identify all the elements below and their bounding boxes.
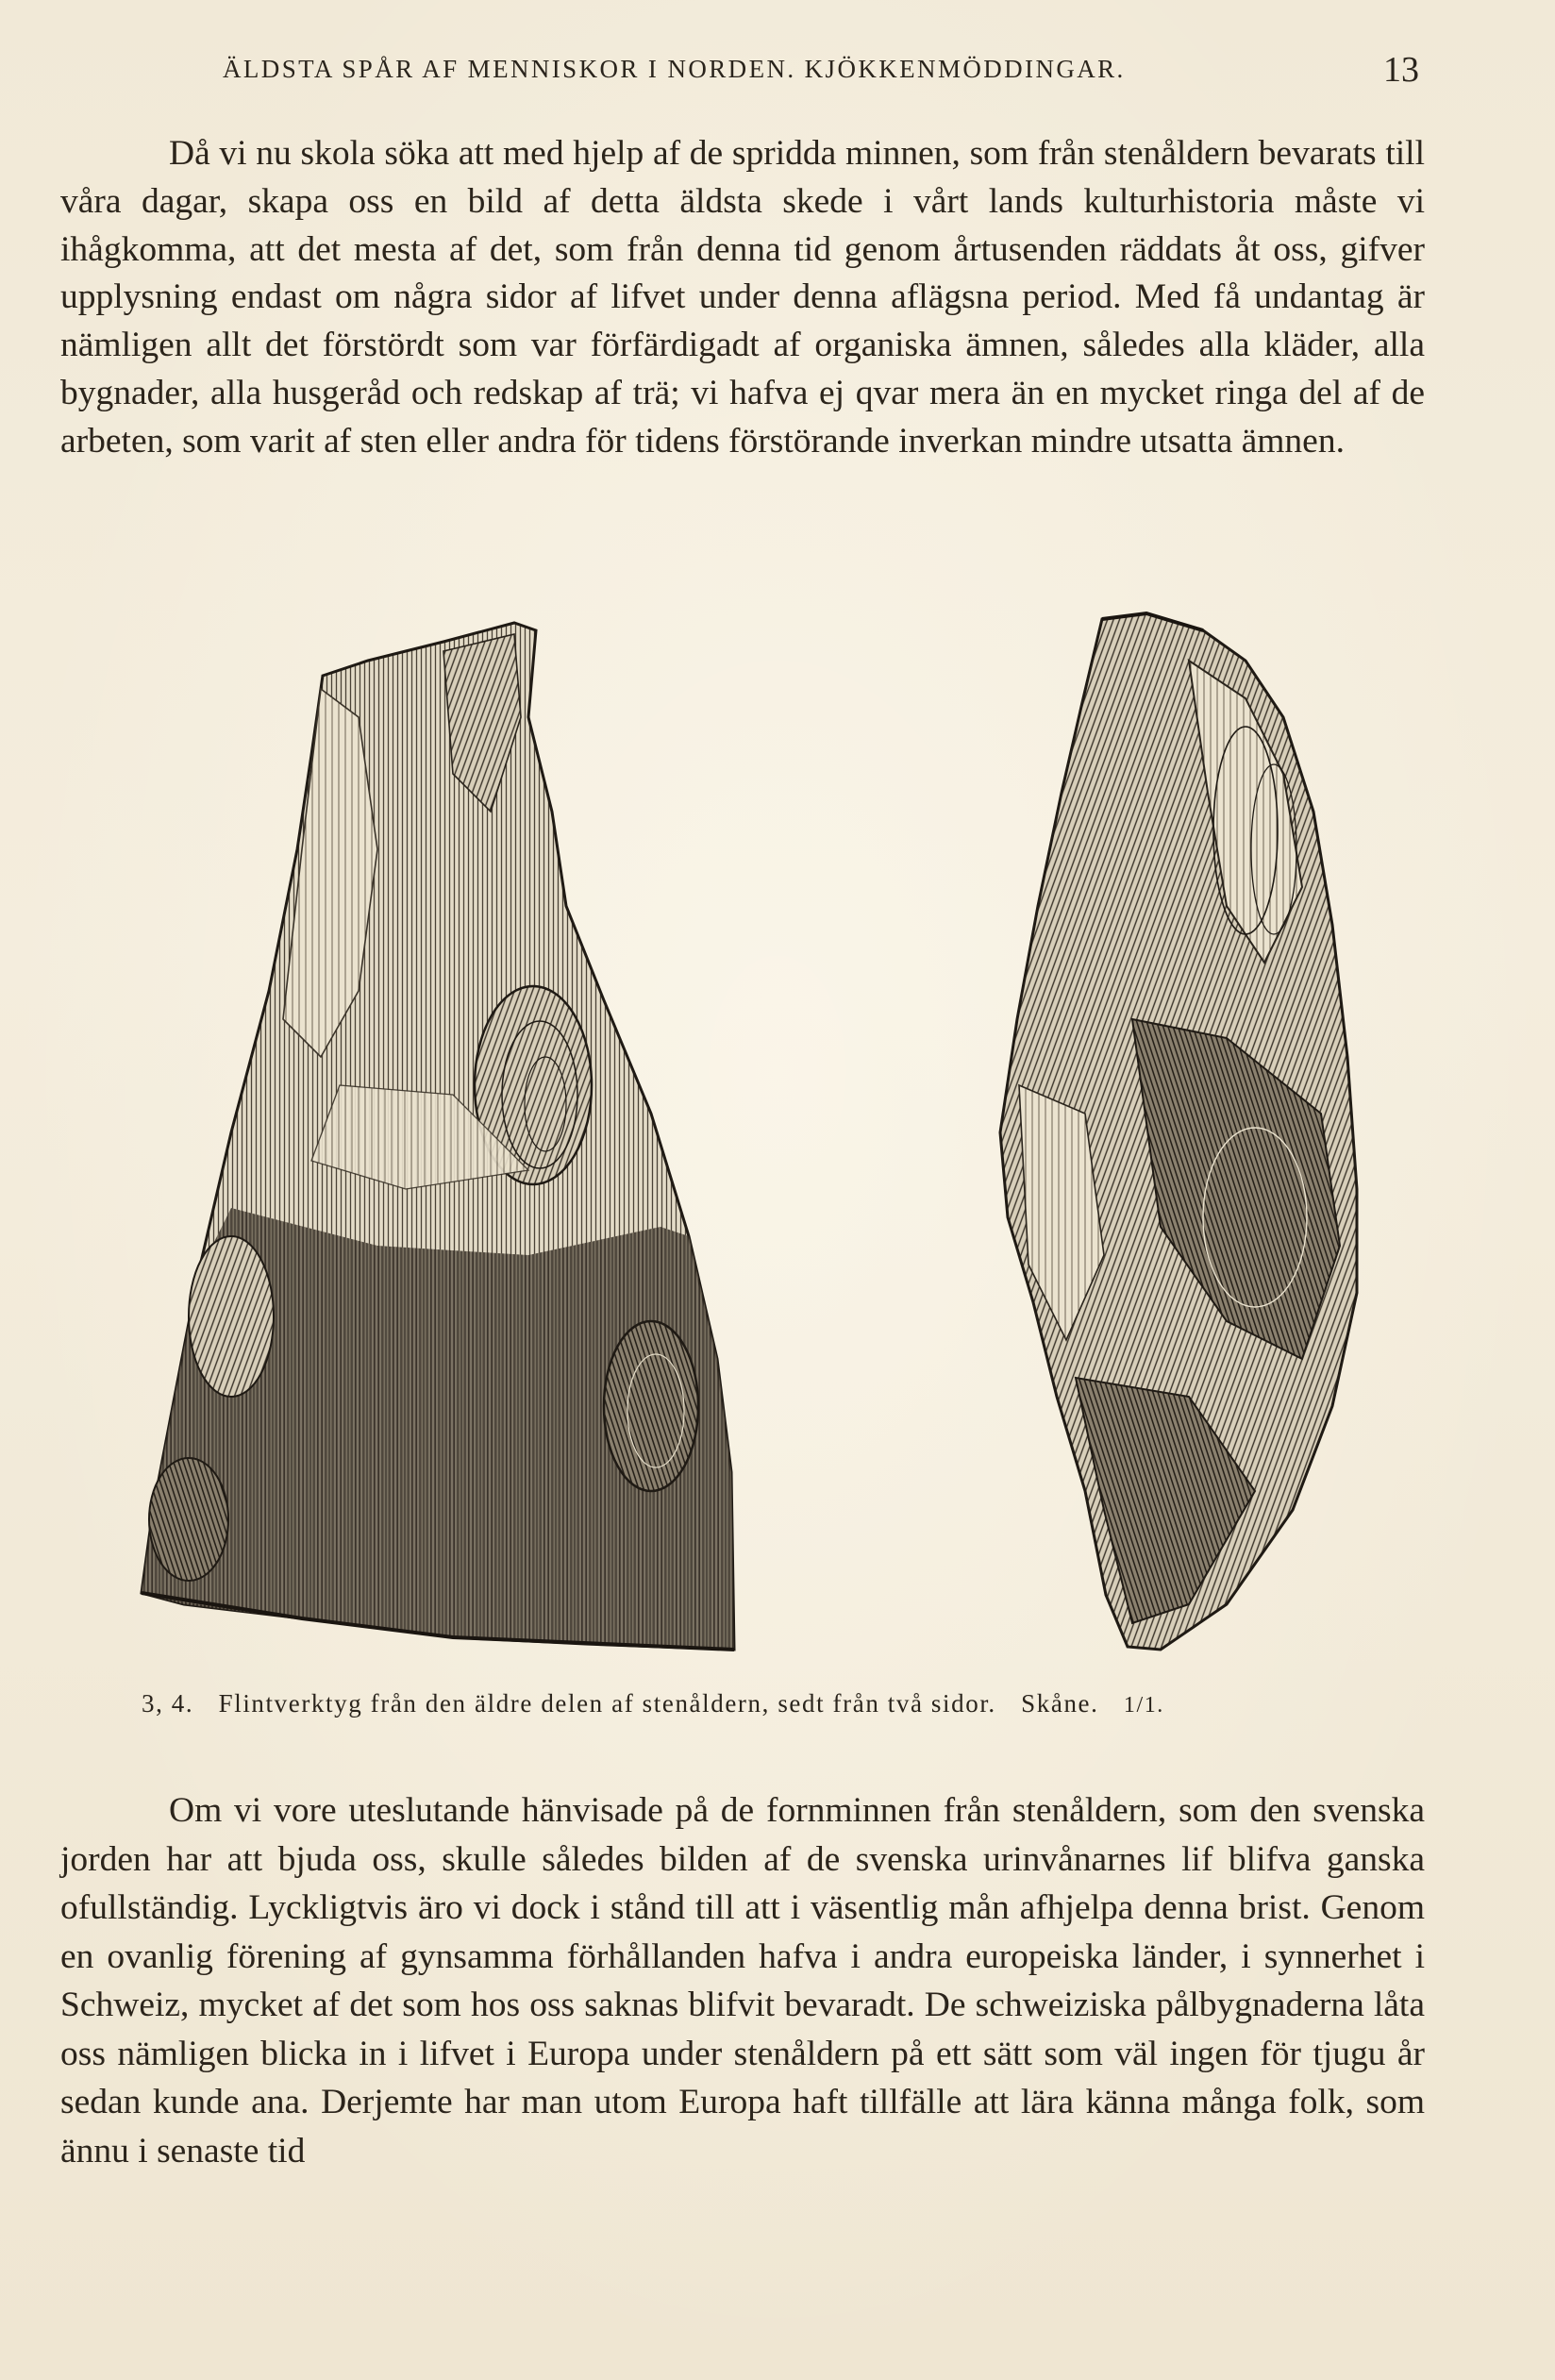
paragraph-1: Då vi nu skola söka att med hjelp af de spridda minnen, som från stenåldern bevarats till våra dagar, skapa oss en bild af detta äldsta skede i vårt lands kulturhistoria måste vi ihågkomma, att det mesta af det, som från denna tid genom årtusenden räddats åt oss, gifver upplysning endast om några sidor af lifvet under denna aflägsna period. Med få undantag är nämligen allt det förstördt som var förfärdigadt af organiska ämnen, således alla kläder, alla bygnader, alla husgeråd och redskap af trä; vi hafva ej qvar mera än en mycket ringa del af de arbeten, som varit af sten eller andra för tidens förstörande inverkan mindre utsatta ämnen. bbox=[60, 134, 1425, 461]
caption-number: 3, 4. bbox=[142, 1689, 194, 1718]
paragraph-2: Om vi vore uteslutande hänvisade på de fornminnen från stenåldern, som den svenska jorden har att bjuda oss, skulle således bilden af de svenska urinvånarnes lif blifva ganska ofullständig. Lyckligtvis äro vi dock i stånd till att i väsentlig mån afhjelpa denna brist. Genom en ovanlig förening af gynsamma förhållanden hafva i andra europeiska länder, i synnerhet i Schweiz, mycket af det som hos oss saknas blifvit bevaradt. De schweiziska pålbygnaderna låta oss nämligen blicka in i lifvet i Europa under stenåldern på ett sätt som väl ingen för tjugu år sedan kunde ana. Derjemte har man utom Europa haft tillfälle att lära känna många folk, som ännu i senaste tid bbox=[60, 1791, 1425, 2170]
flint-tool-right bbox=[1000, 613, 1357, 1650]
flint-tool-left bbox=[142, 623, 734, 1650]
figure-caption bbox=[142, 1689, 1415, 1718]
caption-place: Skåne. bbox=[1021, 1689, 1099, 1718]
running-head: ÄLDSTA SPÅR AF MENNISKOR I NORDEN. KJÖKKENMÖDDINGAR. bbox=[223, 55, 1126, 83]
page-number: 13 bbox=[1383, 50, 1419, 90]
caption-scale: 1/1. bbox=[1123, 1693, 1164, 1718]
caption-text: Flintverktyg från den äldre delen af stenåldern, sedt från två sidor. bbox=[218, 1689, 996, 1718]
